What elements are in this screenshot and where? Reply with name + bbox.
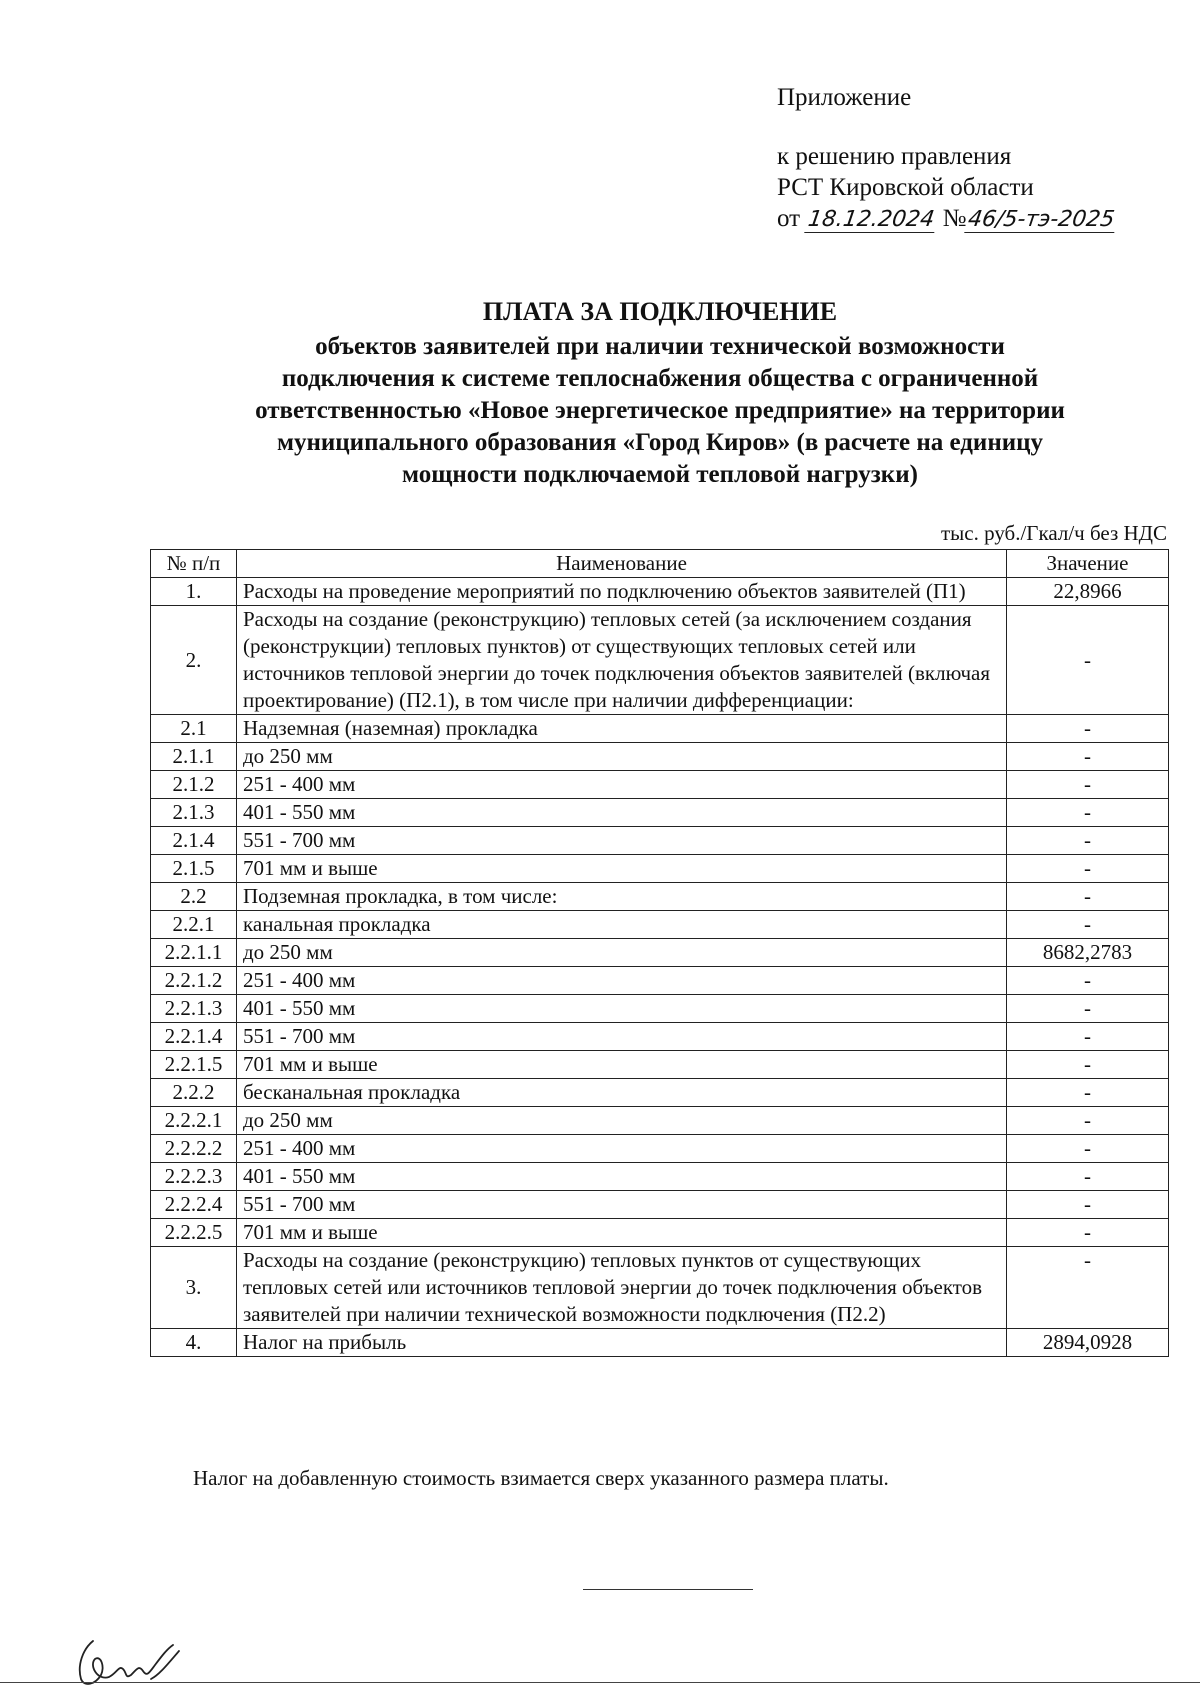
row-name: до 250 мм: [237, 1107, 1007, 1135]
row-name: 401 - 550 мм: [237, 1163, 1007, 1191]
decision-line-2: РСТ Кировской области: [777, 174, 1034, 201]
row-value: 22,8966: [1007, 578, 1169, 606]
row-number: 2.1.2: [151, 771, 237, 799]
table-row: [151, 911, 1169, 939]
table-row: [151, 1163, 1169, 1191]
table-row: [151, 578, 1169, 606]
table-row: [151, 855, 1169, 883]
document-title: ПЛАТА ЗА ПОДКЛЮЧЕНИЕ: [482, 297, 838, 326]
row-number: 2.2.2: [151, 1079, 237, 1107]
row-value: -: [1007, 827, 1169, 855]
row-name: до 250 мм: [237, 939, 1007, 967]
row-number: 2.2: [151, 883, 237, 911]
row-name: 551 - 700 мм: [237, 1023, 1007, 1051]
table-row: [151, 967, 1169, 995]
row-number: 3.: [151, 1247, 237, 1329]
row-number: 2.2.2.2: [151, 1135, 237, 1163]
row-name: 701 мм и выше: [237, 1219, 1007, 1247]
number-prefix: №: [942, 205, 967, 232]
row-number: 2.2.1.5: [151, 1051, 237, 1079]
row-name: 251 - 400 мм: [237, 771, 1007, 799]
row-value: -: [1007, 1163, 1169, 1191]
row-number: 2.1.4: [151, 827, 237, 855]
subtitle-line-2: подключения к системе теплоснабжения общества с ограниченной: [281, 365, 1039, 392]
row-value: -: [1007, 1135, 1169, 1163]
signature: [75, 1635, 195, 1695]
date-prefix: от: [777, 205, 801, 232]
row-number: 2.2.2.1: [151, 1107, 237, 1135]
vat-note: Налог на добавленную стоимость взимается сверх указанного размера платы.: [193, 1466, 889, 1490]
row-number: 2.1.1: [151, 743, 237, 771]
subtitle-line-4: муниципального образования «Город Киров» (в расчете на единицу: [276, 429, 1044, 456]
row-value: -: [1007, 715, 1169, 743]
subtitle-line-3: ответственностью «Новое энергетическое предприятие» на территории: [255, 397, 1065, 424]
row-value: -: [1007, 1023, 1169, 1051]
column-header-value: Значение: [1007, 550, 1169, 578]
row-value: -: [1007, 883, 1169, 911]
row-name: 251 - 400 мм: [237, 1135, 1007, 1163]
row-value: -: [1007, 1191, 1169, 1219]
row-number: 2.1.5: [151, 855, 237, 883]
row-name: Расходы на создание (реконструкцию) тепловых сетей (за исключением создания (реконструкции) тепловых пунктов) от существующих тепловых сетей или источников тепловой энергии до точек подключения объектов заявителей (включая проектирование) (П2.1), в том числе при наличии дифференциации:: [237, 606, 1007, 715]
table-row: [151, 883, 1169, 911]
row-number: 4.: [151, 1329, 237, 1357]
appendix-header: [777, 82, 1117, 234]
column-header-number: № п/п: [151, 550, 237, 578]
row-name: 701 мм и выше: [237, 1051, 1007, 1079]
table-row: [151, 606, 1169, 715]
row-name: Расходы на создание (реконструкцию) тепловых пунктов от существующих тепловых сетей или источников тепловой энергии до точек подключения объектов заявителей при наличии технической возможности подключения (П2.2): [237, 1247, 1007, 1329]
row-number: 2.2.2.3: [151, 1163, 237, 1191]
table-row: [151, 939, 1169, 967]
fee-table: [150, 549, 1169, 1357]
row-value: -: [1007, 799, 1169, 827]
separator-line: [583, 1589, 753, 1590]
row-number: 2.: [151, 606, 237, 715]
table-row: [151, 827, 1169, 855]
unit-label: тыс. руб./Гкал/ч без НДС: [940, 521, 1167, 545]
table-row: [151, 799, 1169, 827]
subtitle-line-1: объектов заявителей при наличии технической возможности: [315, 333, 1005, 360]
row-number: 2.2.1.3: [151, 995, 237, 1023]
row-name: Надземная (наземная) прокладка: [237, 715, 1007, 743]
row-name: 551 - 700 мм: [237, 1191, 1007, 1219]
table-row: [151, 1247, 1169, 1329]
row-name: Подземная прокладка, в том числе:: [237, 883, 1007, 911]
column-header-name: Наименование: [237, 550, 1007, 578]
row-number: 1.: [151, 578, 237, 606]
row-value: -: [1007, 1079, 1169, 1107]
table-row: [151, 1023, 1169, 1051]
row-name: 401 - 550 мм: [237, 799, 1007, 827]
row-value: -: [1007, 1107, 1169, 1135]
row-name: канальная прокладка: [237, 911, 1007, 939]
table-row: [151, 1191, 1169, 1219]
table-row: [151, 1051, 1169, 1079]
row-number: 2.2.2.5: [151, 1219, 237, 1247]
row-number: 2.1: [151, 715, 237, 743]
row-name: до 250 мм: [237, 743, 1007, 771]
table-row: [151, 771, 1169, 799]
row-value: -: [1007, 855, 1169, 883]
row-number: 2.2.1.4: [151, 1023, 237, 1051]
table-row: [151, 1079, 1169, 1107]
row-name: Налог на прибыль: [237, 1329, 1007, 1357]
row-name: 251 - 400 мм: [237, 967, 1007, 995]
decision-date-number: [777, 203, 1117, 234]
table-row: [151, 743, 1169, 771]
row-name: 551 - 700 мм: [237, 827, 1007, 855]
table-row: [151, 1135, 1169, 1163]
row-name: 401 - 550 мм: [237, 995, 1007, 1023]
row-value: -: [1007, 1051, 1169, 1079]
row-name: бесканальная прокладка: [237, 1079, 1007, 1107]
subtitle-line-5: мощности подключаемой тепловой нагрузки): [402, 461, 918, 488]
table-row: [151, 1329, 1169, 1357]
table-header-row: [151, 550, 1169, 578]
row-number: 2.2.1.1: [151, 939, 237, 967]
row-number: 2.2.2.4: [151, 1191, 237, 1219]
appendix-label: Приложение: [777, 84, 912, 111]
row-value: -: [1007, 606, 1169, 715]
table-row: [151, 1219, 1169, 1247]
row-value: -: [1007, 1247, 1169, 1329]
row-value: 8682,2783: [1007, 939, 1169, 967]
table-row: [151, 1107, 1169, 1135]
decision-number: 46/5-тэ-2025: [965, 208, 1119, 233]
row-value: -: [1007, 1219, 1169, 1247]
row-value: -: [1007, 771, 1169, 799]
row-value: -: [1007, 967, 1169, 995]
row-value: -: [1007, 743, 1169, 771]
row-value: -: [1007, 995, 1169, 1023]
row-name: Расходы на проведение мероприятий по подключению объектов заявителей (П1): [237, 578, 1007, 606]
decision-date: 18.12.2024: [805, 208, 938, 233]
row-number: 2.2.1: [151, 911, 237, 939]
row-value: -: [1007, 911, 1169, 939]
table-row: [151, 995, 1169, 1023]
row-number: 2.1.3: [151, 799, 237, 827]
decision-line-1: к решению правления: [777, 143, 1012, 170]
table-row: [151, 715, 1169, 743]
row-name: 701 мм и выше: [237, 855, 1007, 883]
page-bottom-rule: [0, 1682, 1200, 1683]
row-number: 2.2.1.2: [151, 967, 237, 995]
document-subtitle: [150, 331, 1170, 491]
row-value: 2894,0928: [1007, 1329, 1169, 1357]
